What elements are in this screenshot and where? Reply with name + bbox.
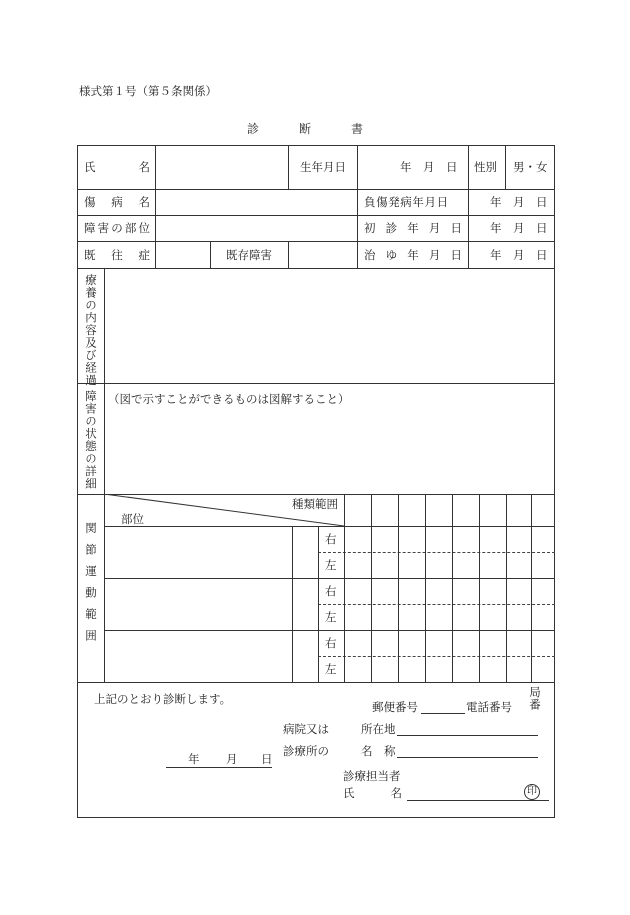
kind-range-header: 種類範囲	[292, 497, 338, 511]
date-year: 年	[188, 752, 200, 766]
cure-date-label: 治 ゆ 年 月 日	[364, 248, 462, 262]
treatment-section-label: 療養の内容及び経過	[84, 274, 98, 387]
station-label: 局番	[528, 686, 542, 711]
onset-date-label: 負傷発病年月日	[364, 195, 449, 209]
doctor-label: 診療担当者	[343, 769, 401, 783]
condition-section-label: 障害の状態の詳細	[84, 390, 98, 490]
statement-text: 上記のとおり診断します。	[94, 692, 232, 706]
birth-date-label: 生年月日	[300, 160, 346, 174]
date-month: 月	[226, 752, 238, 766]
name-label: 氏 名	[84, 160, 150, 174]
left-label: 左	[325, 610, 337, 624]
facility-name-label: 名 称	[361, 744, 396, 758]
first-visit-value: 年 月 日	[490, 221, 548, 235]
part-header: 部位	[121, 512, 144, 526]
form-number: 様式第１号（第５条関係）	[79, 84, 217, 98]
birth-date-value: 年 月 日	[400, 160, 458, 174]
injury-name-label: 傷 病 名	[84, 195, 150, 209]
seal-mark: 印	[524, 784, 540, 800]
right-label: 右	[325, 532, 337, 546]
first-visit-label: 初 診 年 月 日	[364, 221, 462, 235]
left-label: 左	[325, 662, 337, 676]
joint-section-label: 関節運動範囲	[84, 522, 98, 651]
right-label: 右	[325, 584, 337, 598]
form-frame	[77, 145, 555, 818]
condition-note: （図で示すことができるものは図解すること）	[108, 392, 350, 406]
right-label: 右	[325, 636, 337, 650]
phone-label: 電話番号	[466, 700, 512, 714]
existing-disability-label: 既存障害	[226, 248, 272, 262]
date-day: 日	[261, 752, 273, 766]
left-label: 左	[325, 558, 337, 572]
sex-value: 男・女	[513, 160, 548, 174]
page-title: 診 断 書	[247, 122, 365, 136]
postal-label: 郵便番号	[372, 700, 418, 714]
hospital-label-2: 診療所の	[283, 744, 329, 758]
doctor-name-label: 氏 名	[343, 786, 402, 800]
disability-part-label: 障 害 の 部 位	[84, 221, 150, 235]
address-label: 所在地	[361, 722, 396, 736]
onset-date-value: 年 月 日	[490, 195, 548, 209]
history-label: 既 往 症	[84, 248, 150, 262]
hospital-label-1: 病院又は	[283, 722, 329, 736]
sex-label: 性別	[474, 160, 497, 174]
cure-date-value: 年 月 日	[490, 248, 548, 262]
